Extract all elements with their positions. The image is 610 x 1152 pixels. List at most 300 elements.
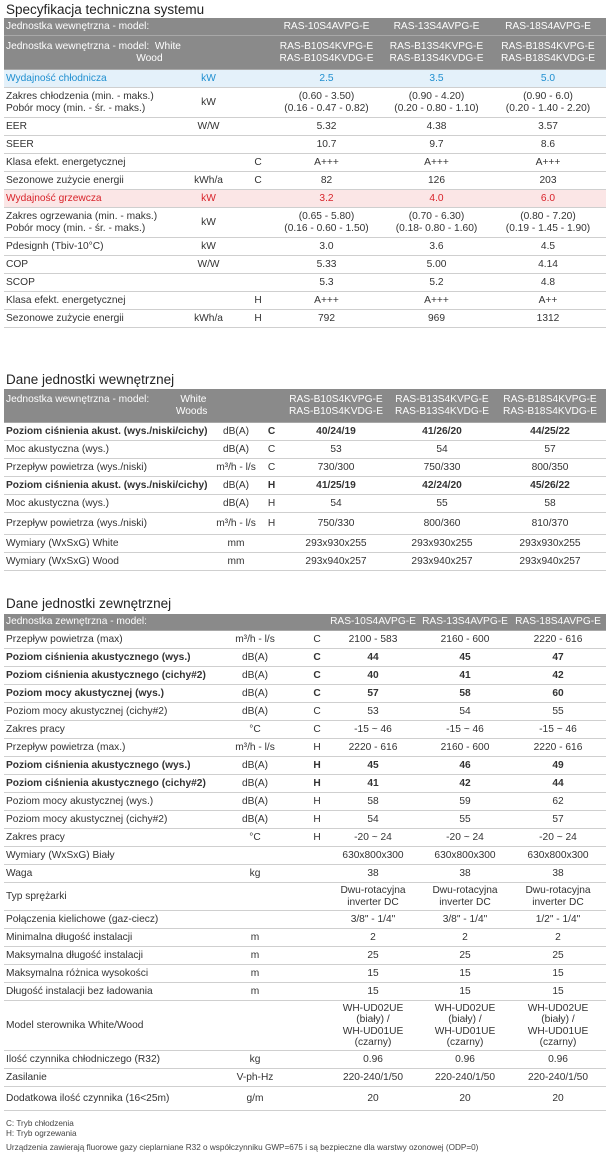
value-1: 40 (367, 669, 379, 681)
unit: dB(A) (241, 687, 269, 699)
mode (238, 18, 278, 35)
value-1: 0.96 (363, 1053, 383, 1065)
mode (238, 274, 278, 291)
value-1: 25 (367, 949, 379, 961)
table-row (4, 739, 606, 757)
value-3: 0.96 (548, 1053, 568, 1065)
value-1: 41/25/19 (316, 479, 356, 491)
value-2: 41 (459, 669, 471, 681)
row-label: Maksymalna długość instalacji (6, 949, 144, 961)
mode: H (267, 479, 276, 491)
value-1: Dwu-rotacyjna inverter DC (340, 885, 406, 908)
spec-table (4, 614, 606, 1111)
mode (300, 911, 334, 928)
value-2: 25 (459, 949, 471, 961)
value-3: 57 (552, 813, 564, 825)
value-2: 45 (459, 651, 471, 663)
value-1: 2100 - 583 (348, 633, 398, 645)
mode (300, 947, 334, 964)
unit: m (250, 985, 260, 997)
unit: m (250, 949, 260, 961)
table-row (4, 965, 606, 983)
unit: kWh/a (194, 174, 223, 186)
unit: dB(A) (222, 443, 250, 455)
table-header-row (4, 18, 606, 36)
table-row (4, 292, 606, 310)
row-label: Sezonowe zużycie energii (6, 174, 124, 186)
value-1: 10.7 (316, 138, 337, 150)
table-row (4, 703, 606, 721)
value-1: 54 (367, 813, 379, 825)
table-row (4, 667, 606, 685)
value-2: 630x800x300 (434, 849, 496, 861)
table-row (4, 811, 606, 829)
unit (230, 847, 280, 864)
value-3: 630x800x300 (527, 849, 589, 861)
value-1: 3.0 (319, 240, 334, 252)
value-1: 2.5 (319, 72, 334, 84)
mode: C (313, 687, 321, 699)
value-2: (0.90 - 4.20) (0.20 - 0.80 - 1.10) (394, 91, 479, 114)
footnote: Urządzenia zawierają fluorowe gazy cieplarniane R32 o współczynniku GWP=675 i są bezpieczne dla warstwy ozonowej (ODP=0) (6, 1143, 479, 1152)
value-1: A+++ (314, 156, 339, 168)
mode (300, 965, 334, 982)
mode: H (267, 517, 276, 529)
value-3: 47 (552, 651, 564, 663)
value-1: 293x940x257 (305, 555, 367, 567)
unit (176, 154, 241, 171)
unit: m (250, 931, 260, 943)
row-label: Moc akustyczna (wys.) (6, 443, 110, 455)
mode (300, 865, 334, 882)
unit: dB(A) (222, 479, 250, 491)
value-3: WH-UD02UE (biały) / WH-UD01UE (czarny) (527, 1003, 589, 1048)
row-label: Zakres pracy (6, 831, 65, 843)
row-label: Jednostka wewnętrzna - model: White Wood (6, 41, 181, 64)
row-label: Zasilanie (6, 1071, 47, 1083)
value-3: 810/370 (531, 517, 569, 529)
value-2: 55 (436, 497, 448, 509)
value-3: A++ (538, 294, 558, 306)
row-label: Wymiary (WxSxG) Biały (6, 849, 115, 861)
mode (238, 36, 278, 69)
unit: kW (201, 96, 216, 108)
value-2: 3.6 (429, 240, 444, 252)
value-2: 5.2 (429, 276, 444, 288)
value-3: 4.14 (538, 258, 558, 270)
row-label: Poziom ciśnienia akustycznego (wys.) (6, 759, 191, 771)
value-1: 630x800x300 (342, 849, 404, 861)
value-3: RAS-B18S4KVPG-E RAS-B18S4KVDG-E (503, 394, 597, 417)
value-1: 44 (367, 651, 379, 663)
row-label: Waga (6, 867, 33, 879)
spec-table (4, 389, 606, 571)
value-3: 15 (552, 985, 564, 997)
value-1: 730/300 (317, 461, 355, 473)
table-row (4, 172, 606, 190)
value-1: RAS-10S4AVPG-E (330, 616, 416, 628)
value-3: A+++ (535, 156, 561, 168)
row-label: SCOP (6, 276, 35, 288)
value-3: 4.8 (540, 276, 556, 288)
value-2: 4.0 (429, 192, 444, 204)
unit: kW (201, 192, 216, 204)
value-3: (0.90 - 6.0) (0.20 - 1.40 - 2.20) (505, 91, 591, 114)
row-label: Zakres pracy (6, 723, 65, 735)
mode (238, 238, 278, 255)
value-2: 20 (459, 1092, 471, 1104)
mode (300, 929, 334, 946)
row-label: Przepływ powietrza (wys./niski) (6, 461, 147, 473)
unit: °C (249, 831, 261, 843)
value-2: 293x930x255 (411, 537, 473, 549)
unit: dB(A) (241, 651, 269, 663)
mode (259, 535, 284, 552)
mode: C (313, 705, 321, 717)
section-title: Specyfikacja techniczna systemu (6, 2, 205, 17)
value-3: 62 (552, 795, 564, 807)
value-1: 792 (318, 312, 335, 324)
unit: mm (227, 555, 245, 567)
value-1: 41 (367, 777, 379, 789)
value-2: 800/360 (423, 517, 461, 529)
value-2: A+++ (424, 294, 449, 306)
row-label: Jednostka zewnętrzna - model: (6, 616, 147, 628)
table-row (4, 88, 606, 118)
row-label: Typ sprężarki (6, 890, 67, 902)
unit: kWh/a (194, 312, 223, 324)
row-label: Przepływ powietrza (max) (6, 633, 123, 645)
value-1: RAS-B10S4KVPG-E RAS-B10S4KVDG-E (289, 394, 383, 417)
row-label: Model sterownika White/Wood (6, 1019, 144, 1031)
table-row (4, 274, 606, 292)
row-label: Dodatkowa ilość czynnika (16<25m) (6, 1092, 170, 1104)
row-label: Poziom ciśnienia akust. (wys./niski/cichy) (6, 425, 208, 437)
value-1: 54 (330, 497, 342, 509)
row-label: SEER (6, 138, 34, 150)
value-2: 220-240/1/50 (434, 1071, 496, 1083)
unit: W/W (197, 258, 220, 270)
value-1: 3/8" - 1/4" (350, 913, 396, 925)
table-row (4, 649, 606, 667)
value-3: 4.5 (540, 240, 556, 252)
value-2: 2160 - 600 (440, 741, 490, 753)
row-label: Zakres chłodzenia (min. - maks.) Pobór mocy (min. - śr. - maks.) (6, 91, 154, 114)
table-row (4, 459, 606, 477)
table-row (4, 883, 606, 911)
table-row (4, 1051, 606, 1069)
value-3: 15 (552, 967, 564, 979)
value-2: RAS-B13S4KVPG-E RAS-B13S4KVDG-E (389, 41, 484, 64)
value-2: RAS-B13S4KVPG-E RAS-B13S4KVDG-E (395, 394, 489, 417)
row-label: Przepływ powietrza (wys./niski) (6, 517, 147, 529)
value-2: 15 (459, 985, 471, 997)
value-1: 3.2 (319, 192, 334, 204)
table-row (4, 70, 606, 88)
table-row (4, 911, 606, 929)
row-label: Sezonowe zużycie energii (6, 312, 124, 324)
legend-note: C: Tryb chłodzenia (6, 1119, 74, 1128)
value-3: RAS-18S4AVPG-E (505, 20, 591, 32)
row-label: Wymiary (WxSxG) Wood (6, 555, 119, 567)
value-3: 293x930x255 (519, 537, 581, 549)
table-row (4, 310, 606, 328)
row-label: Poziom mocy akustycznej (cichy#2) (6, 705, 168, 717)
unit: W/W (197, 120, 220, 132)
mode: H (254, 294, 262, 306)
value-2: 3.5 (429, 72, 444, 84)
table-row (4, 793, 606, 811)
value-3: 2220 - 616 (533, 633, 583, 645)
table-row (4, 441, 606, 459)
unit (230, 911, 280, 928)
value-3: 293x940x257 (519, 555, 581, 567)
unit: V-ph-Hz (236, 1071, 274, 1083)
unit (176, 292, 241, 309)
mode: H (313, 831, 321, 843)
value-2: 9.7 (429, 138, 444, 150)
value-1: 20 (367, 1092, 379, 1104)
spec-table (4, 18, 606, 328)
value-3: 38 (552, 867, 564, 879)
mode: H (313, 795, 321, 807)
section-title: Dane jednostki zewnętrznej (6, 596, 172, 611)
mode (259, 553, 284, 570)
value-1: WH-UD02UE (biały) / WH-UD01UE (czarny) (342, 1003, 404, 1048)
mode (300, 883, 334, 910)
row-label: Poziom mocy akustycznej (wys.) (6, 795, 154, 807)
value-2: 126 (428, 174, 445, 186)
table-row (4, 929, 606, 947)
mode (238, 136, 278, 153)
table-header-row (4, 389, 606, 423)
value-1: RAS-B10S4KVPG-E RAS-B10S4KVDG-E (279, 41, 374, 64)
unit: m (250, 967, 260, 979)
value-1: 53 (367, 705, 379, 717)
legend-note: H: Tryb ogrzewania (6, 1129, 77, 1138)
unit: dB(A) (241, 705, 269, 717)
mode: H (313, 759, 321, 771)
mode: H (313, 813, 321, 825)
value-2: 5.00 (426, 258, 447, 270)
value-1: (0.60 - 3.50) (0.16 - 0.47 - 0.82) (284, 91, 369, 114)
value-3: 45/26/22 (530, 479, 570, 491)
mode (238, 256, 278, 273)
value-3: RAS-18S4AVPG-E (515, 616, 601, 628)
unit: °C (249, 723, 261, 735)
table-header-row (4, 614, 606, 631)
row-label: Poziom mocy akustycznej (wys.) (6, 687, 164, 699)
value-2: WH-UD02UE (biały) / WH-UD01UE (czarny) (434, 1003, 496, 1048)
row-label: Jednostka wewnętrzna - model: (6, 20, 150, 32)
row-label: Jednostka wewnętrzna - model: White Woods (6, 394, 208, 417)
value-2: (0.70 - 6.30) (0.18- 0.80 - 1.60) (395, 211, 478, 234)
table-row (4, 1087, 606, 1111)
value-3: 800/350 (531, 461, 569, 473)
row-label: Poziom ciśnienia akust. (wys./niski/cichy) (6, 479, 208, 491)
unit (212, 389, 260, 422)
unit: dB(A) (241, 777, 269, 789)
mode (238, 118, 278, 135)
mode: C (254, 174, 262, 186)
value-1: 38 (367, 867, 379, 879)
value-2: 58 (459, 687, 471, 699)
value-2: 38 (459, 867, 471, 879)
value-3: 44/25/22 (530, 425, 570, 437)
unit: kg (249, 867, 261, 879)
unit: g/m (246, 1092, 264, 1104)
unit: m³/h - l/s (235, 633, 275, 645)
value-2: -20 ~ 24 (446, 831, 484, 843)
unit: m³/h - l/s (216, 517, 256, 529)
value-1: 293x930x255 (305, 537, 367, 549)
mode: C (254, 156, 262, 168)
table-row (4, 535, 606, 553)
row-label: Moc akustyczna (wys.) (6, 497, 110, 509)
value-1: 15 (367, 985, 379, 997)
mode: C (267, 443, 276, 455)
value-1: 53 (330, 443, 342, 455)
unit (230, 883, 280, 910)
section-title: Dane jednostki wewnętrznej (6, 372, 175, 387)
table-row (4, 757, 606, 775)
value-1: -20 ~ 24 (354, 831, 392, 843)
value-2: Dwu-rotacyjna inverter DC (432, 885, 498, 908)
row-label: Klasa efekt. energetycznej (6, 156, 126, 168)
unit: dB(A) (241, 669, 269, 681)
table-row (4, 685, 606, 703)
unit (176, 136, 241, 153)
row-label: Wymiary (WxSxG) White (6, 537, 119, 549)
value-1: 5.3 (319, 276, 334, 288)
unit (230, 614, 280, 630)
row-label: EER (6, 120, 27, 132)
value-2: 54 (459, 705, 471, 717)
unit (176, 36, 241, 69)
value-3: 42 (552, 669, 564, 681)
mode (300, 614, 334, 630)
unit (230, 1001, 280, 1050)
value-3: 60 (552, 687, 564, 699)
value-3: 1/2" - 1/4" (535, 913, 581, 925)
mode (259, 389, 284, 422)
mode (300, 1001, 334, 1050)
value-3: 58 (544, 497, 556, 509)
value-3: 220-240/1/50 (527, 1071, 589, 1083)
mode: C (313, 669, 321, 681)
row-label: Przepływ powietrza (max.) (6, 741, 126, 753)
mode (238, 190, 278, 207)
value-2: 0.96 (455, 1053, 475, 1065)
table-row (4, 190, 606, 208)
value-1: 57 (367, 687, 379, 699)
table-row (4, 947, 606, 965)
table-row (4, 865, 606, 883)
mode: C (313, 723, 321, 735)
value-1: A+++ (314, 294, 339, 306)
table-header-row (4, 36, 606, 70)
unit: m³/h - l/s (235, 741, 275, 753)
value-1: 2220 - 616 (348, 741, 398, 753)
value-2: 293x940x257 (411, 555, 473, 567)
mode (300, 1069, 334, 1086)
value-2: -15 ~ 46 (446, 723, 484, 735)
value-3: 25 (552, 949, 564, 961)
unit: kW (201, 72, 216, 84)
value-3: 5.0 (540, 72, 556, 84)
table-row (4, 721, 606, 739)
table-row (4, 238, 606, 256)
unit: mm (227, 537, 245, 549)
table-row (4, 631, 606, 649)
value-1: 15 (367, 967, 379, 979)
value-3: 8.6 (540, 138, 556, 150)
mode: H (313, 741, 321, 753)
row-label: Poziom ciśnienia akustycznego (wys.) (6, 651, 191, 663)
value-1: 58 (367, 795, 379, 807)
row-label: Wydajność grzewcza (6, 192, 102, 204)
value-3: 6.0 (540, 192, 556, 204)
value-2: 55 (459, 813, 471, 825)
table-row (4, 513, 606, 535)
mode: C (313, 633, 321, 645)
value-2: 54 (436, 443, 448, 455)
value-3: 1312 (536, 312, 560, 324)
value-3: 2 (555, 931, 561, 943)
unit: dB(A) (241, 759, 269, 771)
mode: C (267, 425, 276, 437)
mode: H (254, 312, 262, 324)
mode (300, 1051, 334, 1068)
mode (238, 88, 278, 117)
value-3: 3.57 (538, 120, 558, 132)
value-3: 20 (552, 1092, 564, 1104)
value-2: RAS-13S4AVPG-E (422, 616, 508, 628)
unit: m³/h - l/s (216, 461, 256, 473)
table-row (4, 829, 606, 847)
row-label: Poziom ciśnienia akustycznego (cichy#2) (6, 669, 206, 681)
table-row (4, 136, 606, 154)
unit: dB(A) (222, 425, 250, 437)
row-label: Ilość czynnika chłodniczego (R32) (6, 1053, 161, 1065)
value-1: 5.32 (316, 120, 337, 132)
value-1: 5.33 (316, 258, 337, 270)
value-2: RAS-13S4AVPG-E (393, 20, 480, 32)
value-1: 2 (370, 931, 376, 943)
unit: dB(A) (222, 497, 250, 509)
table-row (4, 1069, 606, 1087)
value-3: 55 (552, 705, 564, 717)
value-1: 750/330 (317, 517, 355, 529)
value-2: 2 (462, 931, 468, 943)
value-2: 4.38 (426, 120, 447, 132)
unit (176, 274, 241, 291)
value-1: 45 (367, 759, 379, 771)
table-row (4, 775, 606, 793)
table-row (4, 477, 606, 495)
value-1: (0.65 - 5.80) (0.16 - 0.60 - 1.50) (284, 211, 369, 234)
value-2: 15 (459, 967, 471, 979)
value-3: 44 (552, 777, 564, 789)
unit (176, 18, 241, 35)
table-row (4, 118, 606, 136)
row-label: Wydajność chłodnicza (6, 72, 107, 84)
row-label: COP (6, 258, 29, 270)
value-1: 220-240/1/50 (342, 1071, 404, 1083)
table-row (4, 154, 606, 172)
value-3: 203 (539, 174, 557, 186)
mode (300, 1087, 334, 1110)
